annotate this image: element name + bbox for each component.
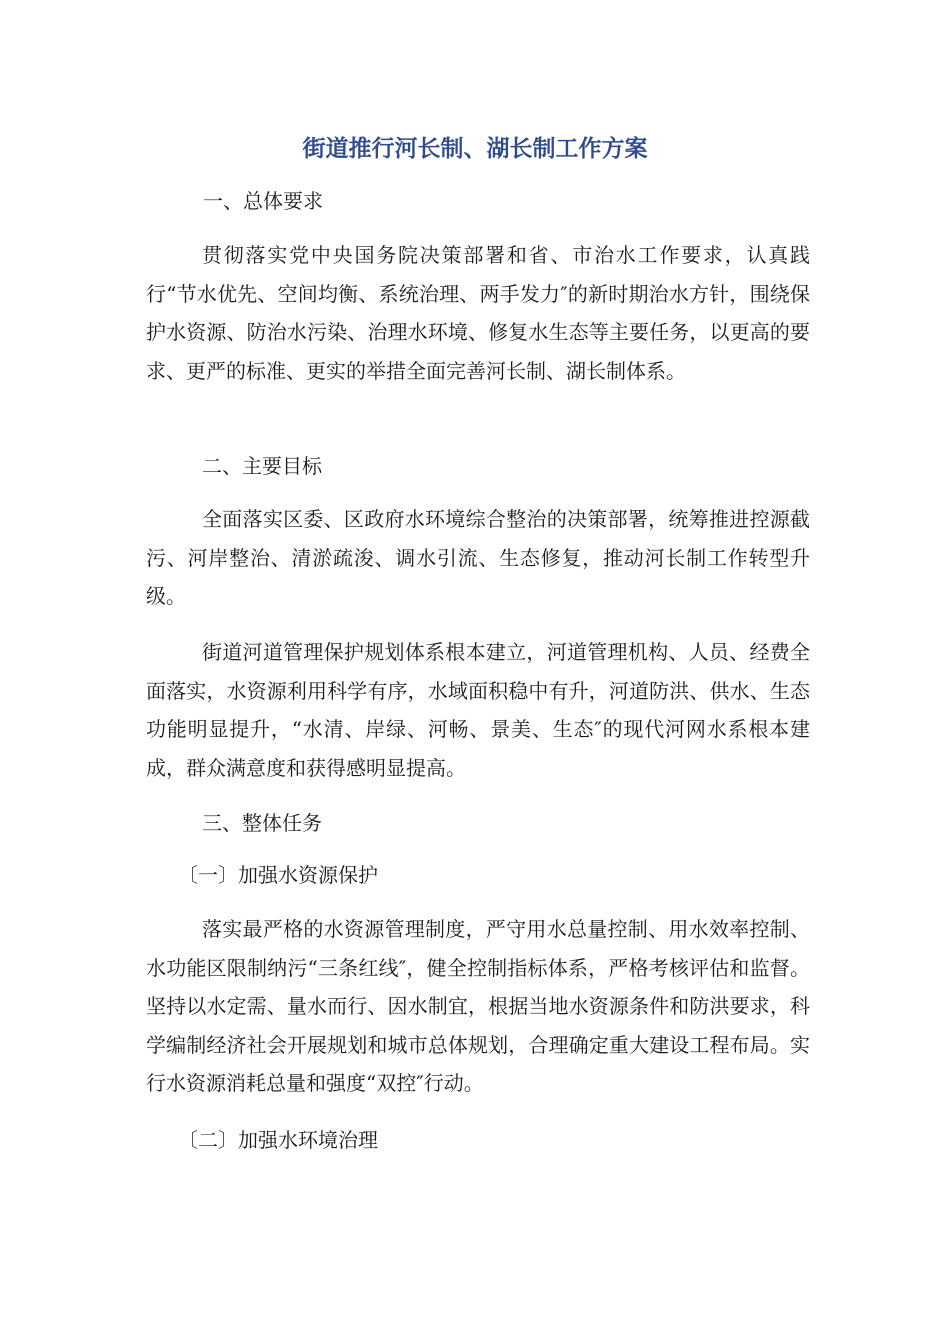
subsection-heading-water-environment-governance: 〔二〕加强水环境治理 — [178, 1128, 378, 1152]
section-heading-main-goals: 二、主要目标 — [202, 454, 322, 478]
paragraph-water-resource-protection: 落实最严格的水资源管理制度，严守用水总量控制、用水效率控制、水功能区限制纳污“三条红线″，健全控制指标体系，严格考核评估和监督。坚持以水定需、量水而行、因水制宜，根据当地水资源条件和防洪要求，科学编制经济社会开展规划和城市总体规划，合理确定重大建设工程布局。实行水资源消耗总量和强度“双控″行动。 — [146, 917, 810, 1095]
paragraph-overall-requirements: 贯彻落实党中央国务院决策部署和省、市治水工作要求，认真践行“节水优先、空间均衡、系统治理、两手发力″的新时期治水方针，围绕保护水资源、防治水污染、治理水环境、修复水生态等主要任务，以更高的要求、更严的标准、更实的举措全面完善河长制、湖长制体系。 — [146, 243, 810, 383]
section-heading-overall-tasks: 三、整体任务 — [202, 811, 322, 835]
subsection-heading-water-resource-protection: 〔一〕加强水资源保护 — [178, 863, 378, 887]
document-title: 街道推行河长制、湖长制工作方案 — [302, 136, 648, 162]
section-heading-overall-requirements: 一、总体要求 — [203, 189, 323, 213]
paragraph-main-goals-2: 街道河道管理保护规划体系根本建立，河道管理机构、人员、经费全面落实，水资源利用科学有序，水域面积稳中有升，河道防洪、供水、生态功能明显提升，“水清、岸绿、河畅、景美、生态″的现代河网水系根本建成，群众满意度和获得感明显提高。 — [146, 640, 810, 780]
paragraph-main-goals-1: 全面落实区委、区政府水环境综合整治的决策部署，统筹推进控源截污、河岸整治、清淤疏浚、调水引流、生态修复，推动河长制工作转型升级。 — [146, 507, 810, 608]
